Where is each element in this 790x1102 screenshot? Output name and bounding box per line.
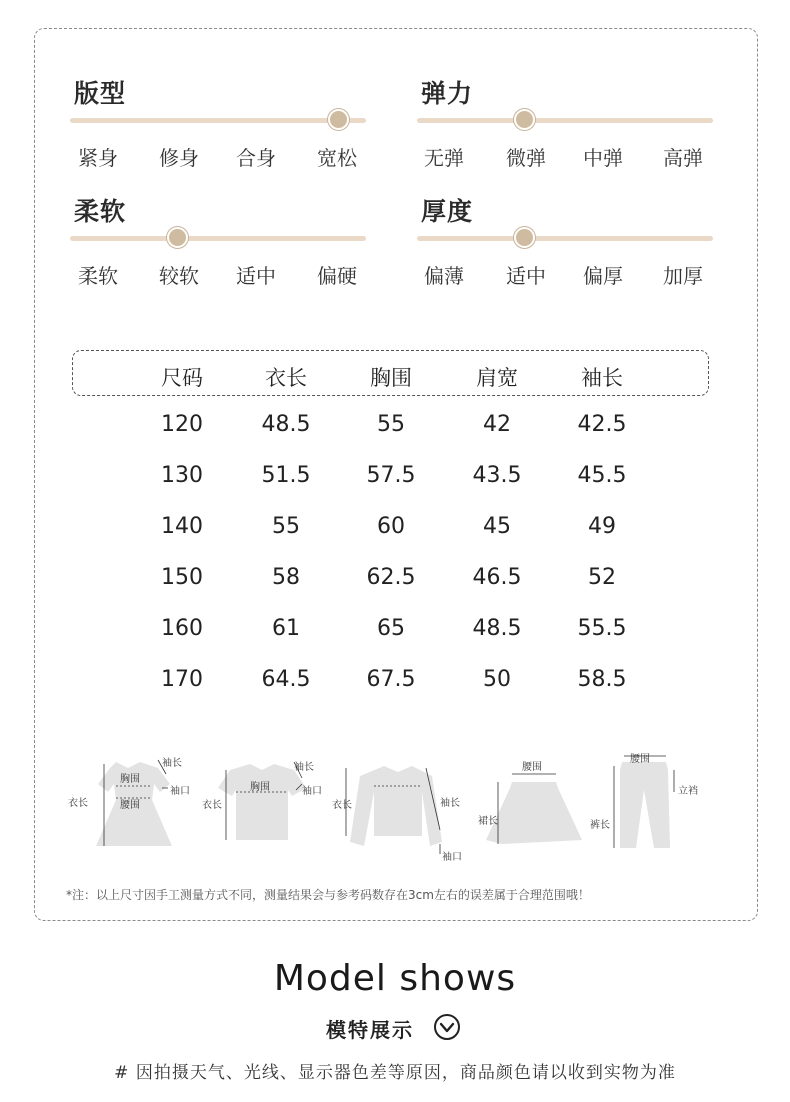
cell: 55 [377, 412, 405, 437]
cell: 130 [161, 463, 203, 488]
attr-option: 偏薄 [424, 264, 464, 288]
cell: 57.5 [366, 463, 416, 488]
col-header-chest: 胸围 [370, 366, 412, 390]
dress-cuff-label: 袖口 [170, 786, 190, 797]
attr-option: 合身 [236, 146, 276, 170]
attr-title: 版型 [74, 79, 127, 108]
cell: 48.5 [261, 412, 311, 437]
tshirt-chest-label: 胸围 [250, 782, 270, 793]
attr-option: 高弹 [663, 146, 703, 170]
attr-track [417, 236, 713, 241]
cell: 42.5 [577, 412, 627, 437]
cell: 58 [272, 565, 300, 590]
attr-knob [514, 109, 535, 130]
attr-track [70, 236, 366, 241]
color-disclaimer: # 因拍摄天气、光线、显示器色差等原因，商品颜色请以收到实物为准 [114, 1063, 676, 1083]
table-row [0, 565, 790, 595]
skirt-length-label: 裙长 [478, 816, 498, 827]
dress-diagram [66, 748, 192, 858]
attr-option: 修身 [159, 146, 199, 170]
dress-length-label: 衣长 [68, 798, 88, 809]
col-header-length: 衣长 [265, 366, 307, 390]
skirt-waist-label: 腰围 [522, 762, 542, 773]
cell: 64.5 [261, 667, 311, 692]
dress-waist-label: 腰围 [120, 800, 140, 811]
attr-option: 加厚 [663, 264, 703, 288]
sweater-sleeve-label: 袖长 [440, 798, 460, 809]
model-shows-subtitle: 模特展示 [326, 1018, 414, 1042]
table-row [0, 616, 790, 646]
cell: 52 [588, 565, 616, 590]
attr-knob [514, 227, 535, 248]
pants-rise-label: 立裆 [678, 786, 698, 797]
col-header-shoulder: 肩宽 [476, 366, 518, 390]
cell: 150 [161, 565, 203, 590]
pants-diagram [590, 748, 706, 852]
attr-title: 弹力 [421, 79, 474, 108]
attr-option: 适中 [236, 264, 276, 288]
tshirt-sleeve-label: 袖长 [294, 762, 314, 773]
cell: 61 [272, 616, 300, 641]
cell: 65 [377, 616, 405, 641]
cell: 49 [588, 514, 616, 539]
pants-length-label: 裤长 [590, 820, 610, 831]
cell: 55 [272, 514, 300, 539]
attr-option: 无弹 [424, 146, 464, 170]
table-row [0, 412, 790, 442]
attr-option: 紧身 [78, 146, 118, 170]
cell: 67.5 [366, 667, 416, 692]
attr-title: 柔软 [74, 197, 127, 226]
skirt-diagram [478, 756, 588, 848]
cell: 45.5 [577, 463, 627, 488]
dress-sleeve-label: 袖长 [162, 758, 182, 769]
tshirt-length-label: 衣长 [202, 800, 222, 811]
model-shows-title: Model shows [273, 958, 517, 999]
tshirt-cuff-label: 袖口 [302, 786, 322, 797]
attr-option: 较软 [159, 264, 199, 288]
attr-option: 微弹 [506, 146, 546, 170]
attr-knob [328, 109, 349, 130]
cell: 170 [161, 667, 203, 692]
cell: 51.5 [261, 463, 311, 488]
cell: 45 [483, 514, 511, 539]
chevron-down-icon [433, 1013, 461, 1041]
pants-waist-label: 腰围 [630, 754, 650, 765]
cell: 58.5 [577, 667, 627, 692]
measurement-note: *注：以上尺寸因手工测量方式不同，测量结果会与参考码数存在3cm左右的误差属于合理范围哦！ [66, 888, 590, 902]
tshirt-diagram [202, 756, 330, 846]
attr-title: 厚度 [421, 197, 474, 226]
attr-option: 偏硬 [317, 264, 357, 288]
attr-option: 柔软 [78, 264, 118, 288]
attr-option: 适中 [506, 264, 546, 288]
attr-knob [167, 227, 188, 248]
table-row [0, 667, 790, 697]
cell: 48.5 [472, 616, 522, 641]
cell: 160 [161, 616, 203, 641]
cell: 43.5 [472, 463, 522, 488]
dress-chest-label: 胸围 [120, 774, 140, 785]
col-header-sleeve: 袖长 [581, 366, 623, 390]
cell: 50 [483, 667, 511, 692]
cell: 120 [161, 412, 203, 437]
attr-track [417, 118, 713, 123]
cell: 42 [483, 412, 511, 437]
attr-option: 偏厚 [583, 264, 623, 288]
table-row [0, 463, 790, 493]
sweater-cuff-label: 袖口 [442, 852, 462, 863]
attr-option: 宽松 [317, 146, 357, 170]
cell: 140 [161, 514, 203, 539]
cell: 62.5 [366, 565, 416, 590]
cell: 60 [377, 514, 405, 539]
col-header-size: 尺码 [161, 366, 203, 390]
attr-option: 中弹 [583, 146, 623, 170]
sweater-diagram [330, 762, 470, 866]
cell: 46.5 [472, 565, 522, 590]
attr-track [70, 118, 366, 123]
cell: 55.5 [577, 616, 627, 641]
sweater-length-label: 衣长 [332, 800, 352, 811]
table-row [0, 514, 790, 544]
